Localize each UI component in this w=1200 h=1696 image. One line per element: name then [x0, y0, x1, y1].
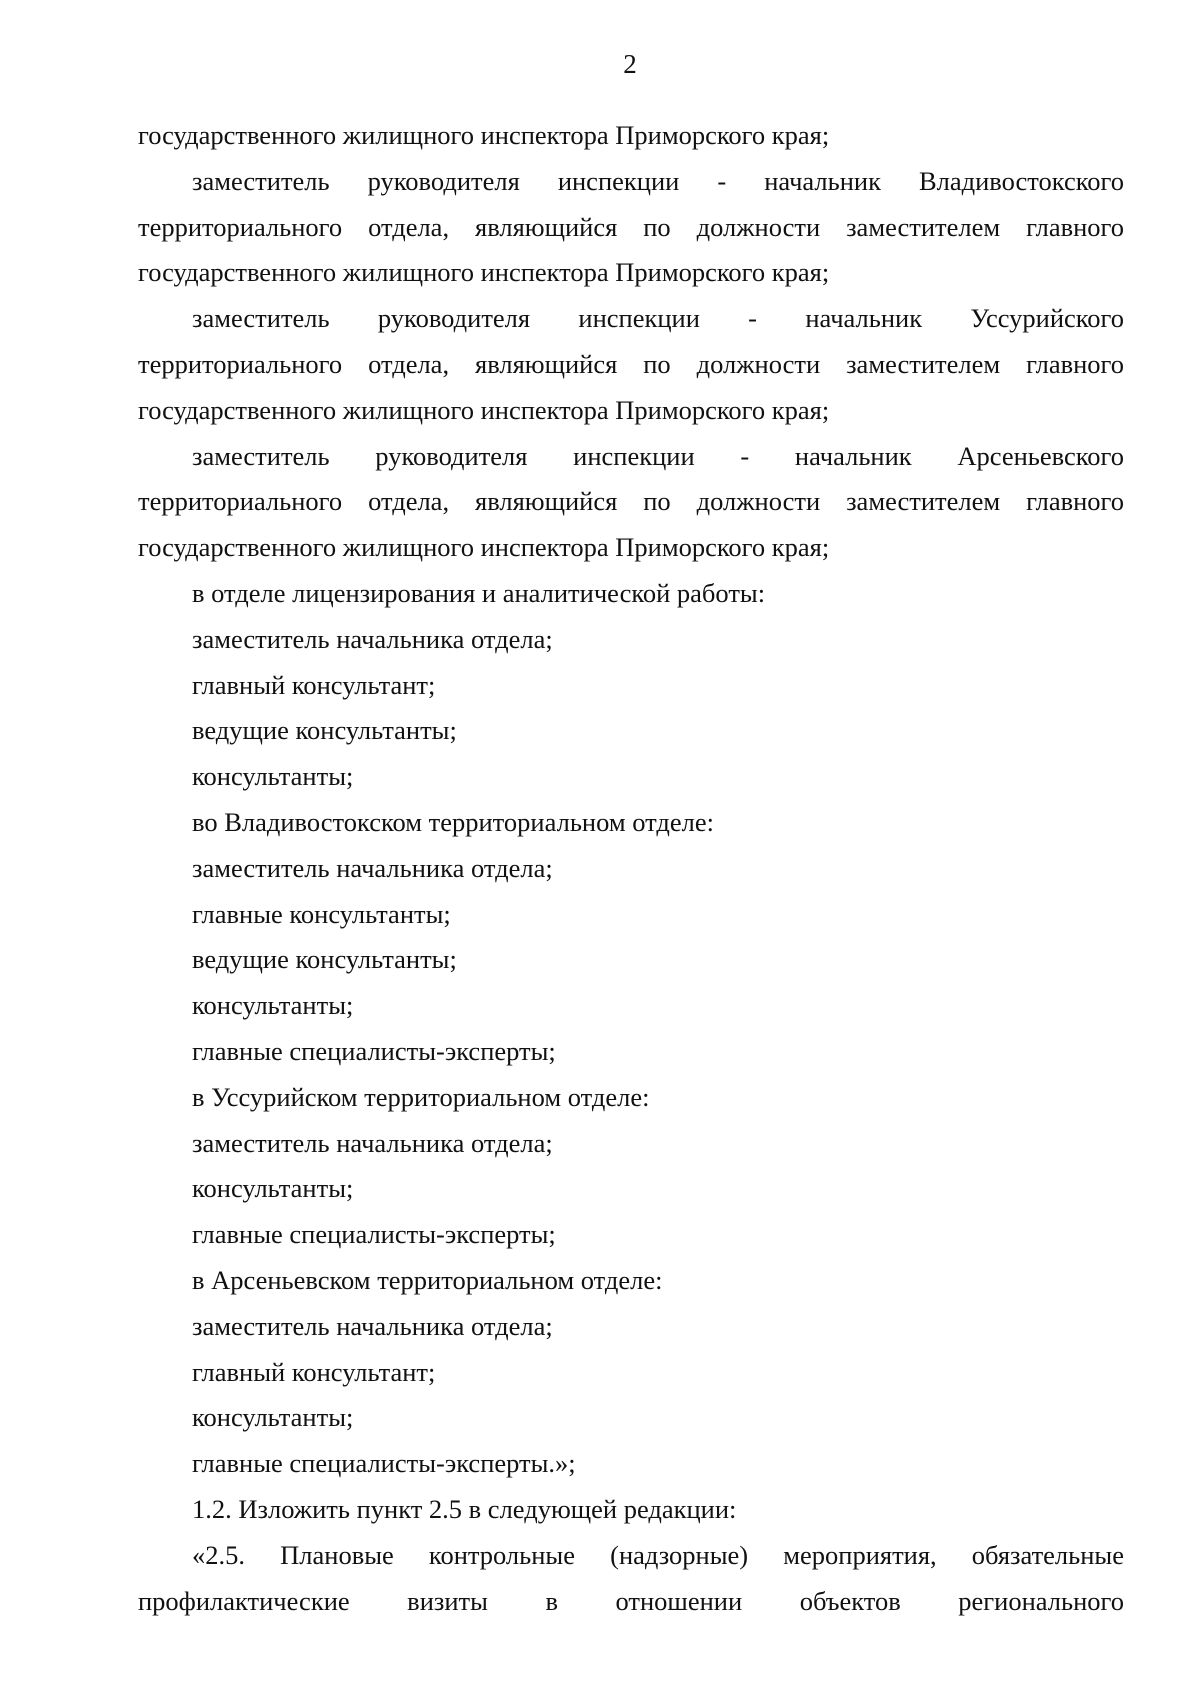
position-line: консультанты;	[192, 1402, 354, 1433]
section-heading-ussuriysk: в Уссурийском территориальном отделе:	[192, 1081, 650, 1112]
position-line: заместитель начальника отдела;	[192, 623, 553, 654]
amendment-paragraph: «2.5. Плановые контрольные (надзорные) мероприятия, обязательные профилактические визиты в отношении объектов регионального	[138, 1539, 1124, 1616]
position-line: заместитель начальника отдела;	[192, 852, 553, 883]
position-line: консультанты;	[192, 990, 354, 1021]
page-number: 2	[623, 49, 637, 79]
document-body	[138, 113, 1124, 1624]
position-line: главный консультант;	[192, 1356, 436, 1387]
position-line: заместитель начальника отдела;	[192, 1127, 553, 1158]
continuation-line: государственного жилищного инспектора Приморского края;	[138, 120, 830, 150]
position-line: консультанты;	[192, 1173, 354, 1204]
section-heading-vladivostok: во Владивостокском территориальном отделе:	[192, 806, 714, 837]
position-line: заместитель начальника отдела;	[192, 1310, 553, 1341]
deputy-paragraph: заместитель руководителя инспекции - начальник Уссурийского территориального отдела, являющийся по должности заместителем главного государственного жилищного инспектора Приморского края;	[138, 303, 1124, 425]
deputy-paragraph: заместитель руководителя инспекции - начальник Владивостокского территориального отдела, являющийся по должности заместителем главного государственного жилищного инспектора Приморского края;	[138, 165, 1124, 288]
position-line: ведущие консультанты;	[192, 715, 457, 746]
position-line: ведущие консультанты;	[192, 944, 457, 975]
deputy-paragraph: заместитель руководителя инспекции - начальник Арсеньевского территориального отдела, являющийся по должности заместителем главного государственного жилищного инспектора Приморского края;	[138, 440, 1124, 563]
section-heading-arsenyev: в Арсеньевском территориальном отделе:	[192, 1264, 663, 1295]
amendment-heading: 1.2. Изложить пункт 2.5 в следующей редакции:	[192, 1493, 737, 1524]
position-line: главные специалисты-эксперты.»;	[192, 1448, 576, 1479]
position-line: главные специалисты-эксперты;	[192, 1219, 556, 1250]
position-line: главные консультанты;	[192, 898, 451, 929]
position-line: главные специалисты-эксперты;	[192, 1035, 556, 1066]
position-line: консультанты;	[192, 761, 354, 792]
position-line: главный консультант;	[192, 669, 436, 700]
section-heading-licensing: в отделе лицензирования и аналитической работы:	[192, 577, 766, 608]
